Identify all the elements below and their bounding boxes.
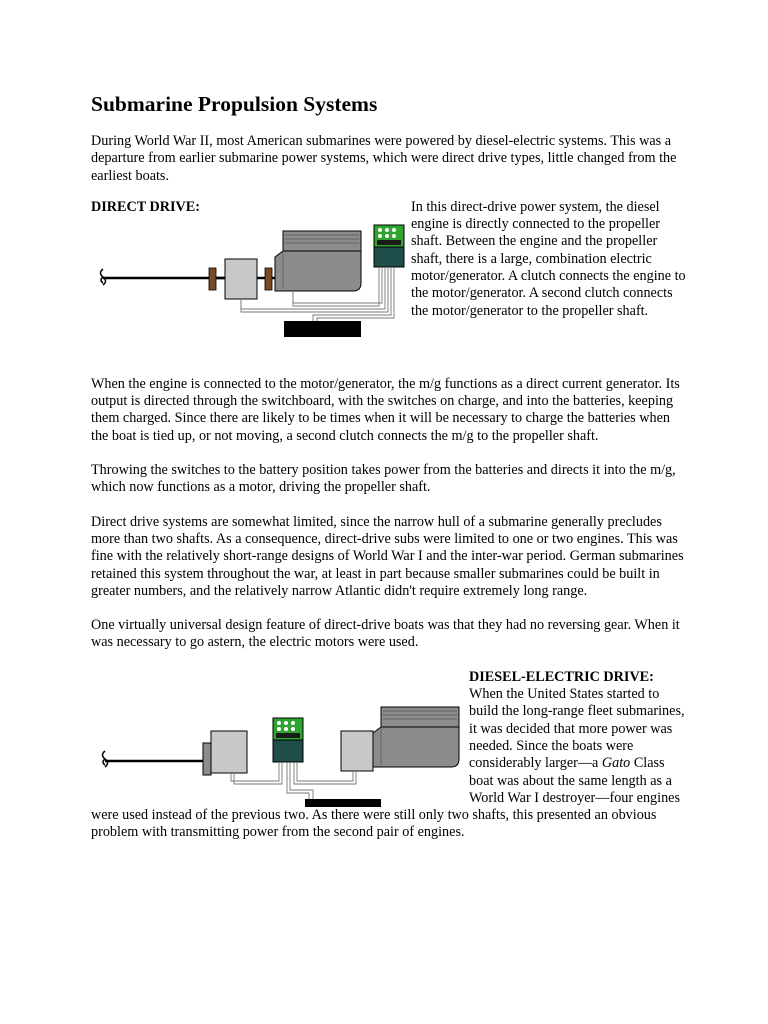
intro-paragraph: During World War II, most American submarines were powered by diesel-electric systems. This was a departure from earlier submarine power systems, which were direct drive types, little changed from the earliest boats. (91, 133, 677, 184)
electric-motor (211, 731, 247, 773)
battery (284, 321, 361, 337)
article (91, 91, 688, 842)
propeller-icon (103, 751, 108, 767)
paragraph: Direct drive systems are somewhat limited, since the narrow hull of a submarine generally precludes more than two shafts. As a consequence, direct-drive subs were limited to one or two engines. This was fine with the relatively short-range designs of World War I and the inter-war period. German submarines retained this system throughout the war, at least in part because smaller submarines could be built in greater numbers, and the relatively narrow Atlantic didn't require extremely long range. (91, 513, 684, 599)
diesel-electric-text-start: When the United States started to build the long-range fleet submarines, it was decided that more power was needed. Since the boats were considerably larger—a (469, 686, 685, 772)
clutch-1 (209, 268, 216, 290)
diesel-electric-heading: DIESEL-ELECTRIC DRIVE: (469, 668, 654, 685)
clutch-2 (265, 268, 272, 290)
battery (305, 799, 381, 807)
switchboard (273, 718, 303, 762)
direct-drive-heading: DIRECT DRIVE: (91, 198, 200, 215)
paragraph: When the engine is connected to the motor/generator, the m/g functions as a direct current generator. Its output is directed through the switchboard, with the switches on charge, and into the batteries, keeping them charged. Since there are likely to be times when it will be necessary to charge the batteries when the boat is tied up, or not moving, a second clutch connects the m/g to the propeller shaft. (91, 375, 680, 444)
paragraph: One virtually universal design feature of direct-drive boats was that they had no reversing gear. When it was necessary to go astern, the electric motors were used. (91, 617, 680, 651)
generator (341, 731, 373, 771)
reduction-gear (203, 743, 211, 775)
paragraph: Throwing the switches to the battery position takes power from the batteries and directs it into the m/g, which now functions as a motor, driving the propeller shaft. (91, 462, 676, 496)
motor-generator (225, 259, 257, 299)
direct-drive-diagram (99, 219, 411, 337)
diesel-engine (275, 231, 361, 291)
direct-drive-description: In this direct-drive power system, the diesel engine is directly connected to the propeller shaft. Between the engine and the propeller shaft, there is a large, combination electric motor/generator. A clutch connects the engine to the motor/generator. A second clutch connects the motor/generator to the propeller shaft. (411, 198, 686, 319)
diesel-electric-section (91, 669, 688, 842)
gato-class-name: Gato (601, 755, 631, 772)
direct-drive-section (91, 199, 688, 359)
diesel-engine (373, 707, 459, 767)
wiring (231, 762, 356, 799)
diesel-electric-text-end: Class boat was about the same length as a World War I destroyer—four engines were used instead of the previous two. As there were still only two shafts, this presented an obvious problem with transmitting power from the second pair of engines. (91, 755, 680, 841)
page-title: Submarine Propulsion Systems (91, 92, 378, 116)
diesel-electric-diagram (91, 677, 469, 807)
switchboard (374, 225, 404, 267)
